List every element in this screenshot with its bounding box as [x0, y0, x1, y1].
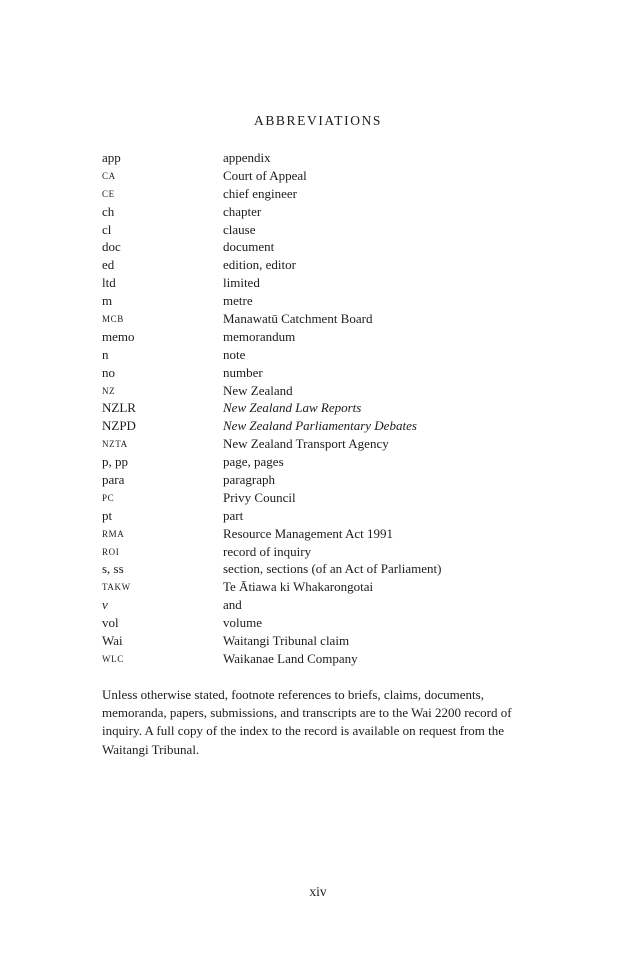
abbreviation-row [102, 399, 532, 417]
abbreviation-term: ca [102, 167, 116, 182]
abbreviation-row [102, 525, 532, 543]
page-title: ABBREVIATIONS [253, 113, 383, 128]
abbreviation-row [102, 221, 532, 239]
page-number: xiv [309, 884, 327, 899]
abbreviation-row [102, 382, 532, 400]
abbreviation-meaning: Privy Council [223, 489, 296, 505]
abbreviation-meaning: document [223, 239, 275, 255]
abbreviation-row [102, 346, 532, 364]
abbreviation-meaning: Waitangi Tribunal claim [223, 633, 350, 649]
abbreviation-term: mcb [102, 311, 124, 326]
abbreviation-row [102, 364, 532, 382]
abbreviation-row [102, 292, 532, 310]
abbreviation-meaning: metre [223, 293, 253, 309]
abbreviation-row [102, 185, 532, 203]
abbreviation-term: NZPD [102, 418, 136, 434]
abbreviation-term: p, pp [102, 454, 128, 470]
abbreviation-row [102, 274, 532, 292]
abbreviation-row [102, 543, 532, 561]
abbreviation-term: cl [102, 221, 112, 237]
abbreviation-meaning: Resource Management Act 1991 [223, 525, 394, 541]
abbreviation-meaning: part [223, 507, 244, 523]
abbreviation-term: nz [102, 382, 116, 397]
abbreviation-term: ed [102, 257, 115, 273]
abbreviation-row [102, 167, 532, 185]
abbreviation-meaning: memorandum [223, 328, 296, 344]
abbreviation-meaning: page, pages [223, 454, 284, 470]
abbreviation-meaning: paragraph [223, 472, 275, 488]
abbreviation-term: ch [102, 203, 115, 219]
abbreviation-term: app [102, 150, 121, 165]
abbreviation-term: Wai [102, 633, 123, 649]
footnote-note: Unless otherwise stated, footnote references to briefs, claims, documents, memoranda, papers, submissions, and transcripts are to the Wai 2200 record of inquiry. A full copy of the index to the record is available on request from the Waitangi Tribunal. [102, 687, 512, 757]
abbreviation-list [102, 149, 532, 668]
abbreviation-row [102, 471, 532, 489]
abbreviation-meaning: Waikanae Land Company [223, 650, 358, 666]
abbreviation-meaning: and [223, 597, 242, 613]
abbreviation-term: roi [102, 543, 120, 558]
abbreviation-term: pt [102, 507, 113, 523]
abbreviation-row [102, 435, 532, 453]
abbreviation-term: ce [102, 185, 115, 200]
abbreviation-meaning: limited [223, 275, 260, 291]
abbreviation-row [102, 149, 532, 167]
abbreviation-meaning: appendix [223, 150, 271, 165]
abbreviation-meaning: clause [223, 221, 256, 237]
abbreviation-row [102, 328, 532, 346]
abbreviation-meaning: number [223, 364, 263, 380]
abbreviation-meaning: section, sections (of an Act of Parliament) [223, 561, 442, 577]
abbreviation-term: rma [102, 525, 125, 540]
abbreviation-meaning: New Zealand Parliamentary Debates [223, 418, 417, 434]
abbreviation-meaning: volume [223, 615, 262, 631]
abbreviation-meaning: record of inquiry [223, 543, 312, 559]
abbreviation-row [102, 614, 532, 632]
abbreviation-row [102, 453, 532, 471]
abbreviation-row [102, 560, 532, 578]
abbreviation-meaning: New Zealand Transport Agency [223, 436, 389, 452]
abbreviation-row [102, 650, 532, 668]
abbreviation-row [102, 203, 532, 221]
abbreviation-term: NZLR [102, 400, 136, 416]
abbreviation-row [102, 507, 532, 525]
abbreviation-meaning: New Zealand Law Reports [223, 400, 362, 416]
abbreviation-row [102, 596, 532, 614]
abbreviation-term: vol [102, 615, 119, 631]
abbreviation-term: nzta [102, 436, 128, 451]
abbreviation-term: n [102, 346, 109, 362]
abbreviation-term: wlc [102, 650, 124, 665]
abbreviation-row [102, 417, 532, 435]
abbreviation-meaning: Manawatū Catchment Board [223, 311, 373, 327]
abbreviation-term: doc [102, 239, 121, 255]
abbreviation-meaning: note [223, 346, 246, 362]
abbreviation-meaning: chapter [223, 203, 262, 219]
abbreviation-term: ltd [102, 275, 116, 291]
abbreviation-meaning: New Zealand [223, 382, 293, 398]
abbreviation-term: m [102, 293, 113, 309]
abbreviation-term: takw [102, 579, 131, 594]
abbreviation-term: no [102, 364, 115, 380]
abbreviation-row [102, 578, 532, 596]
abbreviation-term: v [102, 597, 108, 613]
abbreviation-term: pc [102, 489, 115, 504]
abbreviation-row [102, 489, 532, 507]
abbreviation-term: para [102, 472, 125, 488]
abbreviation-term: memo [102, 328, 135, 344]
abbreviation-row [102, 310, 532, 328]
abbreviation-term: s, ss [102, 561, 124, 577]
abbreviation-row [102, 238, 532, 256]
abbreviation-meaning: Court of Appeal [223, 167, 307, 183]
abbreviation-meaning: chief engineer [223, 185, 297, 201]
abbreviation-meaning: edition, editor [223, 257, 296, 273]
abbreviation-row [102, 256, 532, 274]
abbreviation-row [102, 632, 532, 650]
abbreviation-meaning: Te Ātiawa ki Whakarongotai [223, 579, 374, 595]
